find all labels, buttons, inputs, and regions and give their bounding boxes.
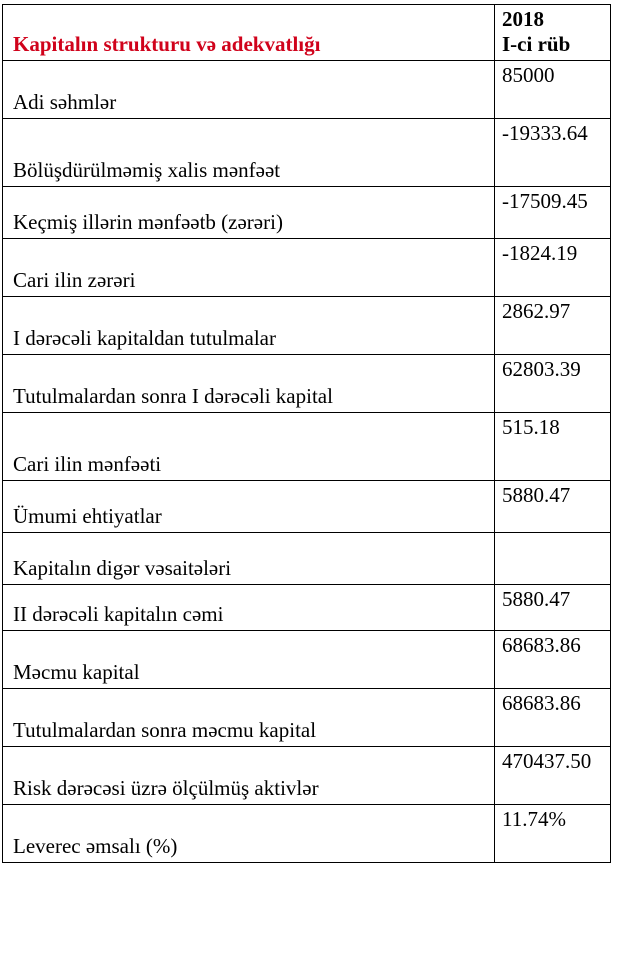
row-value: -17509.45 xyxy=(495,186,611,238)
table-header-title: Kapitalın strukturu və adekvatlığı xyxy=(3,5,495,61)
table-row xyxy=(3,630,611,688)
table-row xyxy=(3,480,611,532)
row-label: Keçmiş illərin mənfəətb (zərəri) xyxy=(3,186,495,238)
row-label: Risk dərəcəsi üzrə ölçülmüş aktivlər xyxy=(3,746,495,804)
capital-structure-table xyxy=(2,4,611,863)
table-header-row xyxy=(3,5,611,61)
row-label: Tutulmalardan sonra I dərəcəli kapital xyxy=(3,354,495,412)
table-row xyxy=(3,746,611,804)
row-value: 5880.47 xyxy=(495,584,611,630)
header-year: 2018 xyxy=(502,7,544,31)
table-body xyxy=(3,60,611,862)
row-label: Leverec əmsalı (%) xyxy=(3,804,495,862)
row-label: Cari ilin mənfəəti xyxy=(3,412,495,480)
table-row xyxy=(3,186,611,238)
table-header xyxy=(3,5,611,61)
row-value: 62803.39 xyxy=(495,354,611,412)
header-quarter: I-ci rüb xyxy=(502,31,571,56)
row-value: 68683.86 xyxy=(495,630,611,688)
row-label: Adi səhmlər xyxy=(3,60,495,118)
table-row xyxy=(3,296,611,354)
row-label: Bölüşdürülməmiş xalis mənfəət xyxy=(3,118,495,186)
table-row xyxy=(3,238,611,296)
row-label: I dərəcəli kapitaldan tutulmalar xyxy=(3,296,495,354)
row-value: 85000 xyxy=(495,60,611,118)
row-value: 68683.86 xyxy=(495,688,611,746)
table-row xyxy=(3,118,611,186)
row-label: Cari ilin zərəri xyxy=(3,238,495,296)
table-row xyxy=(3,60,611,118)
table-row xyxy=(3,584,611,630)
row-value: 2862.97 xyxy=(495,296,611,354)
row-label: Kapitalın digər vəsaitələri xyxy=(3,532,495,584)
row-value: -1824.19 xyxy=(495,238,611,296)
row-label: II dərəcəli kapitalın cəmi xyxy=(3,584,495,630)
row-value: 11.74% xyxy=(495,804,611,862)
table-header-period xyxy=(495,5,611,61)
row-value: -19333.64 xyxy=(495,118,611,186)
row-value: 5880.47 xyxy=(495,480,611,532)
table-row xyxy=(3,688,611,746)
row-value: 470437.50 xyxy=(495,746,611,804)
row-label: Ümumi ehtiyatlar xyxy=(3,480,495,532)
table-row xyxy=(3,532,611,584)
table-row xyxy=(3,412,611,480)
row-value: 515.18 xyxy=(495,412,611,480)
row-value xyxy=(495,532,611,584)
table-row xyxy=(3,354,611,412)
row-label: Tutulmalardan sonra məcmu kapital xyxy=(3,688,495,746)
row-label: Məcmu kapital xyxy=(3,630,495,688)
table-row xyxy=(3,804,611,862)
